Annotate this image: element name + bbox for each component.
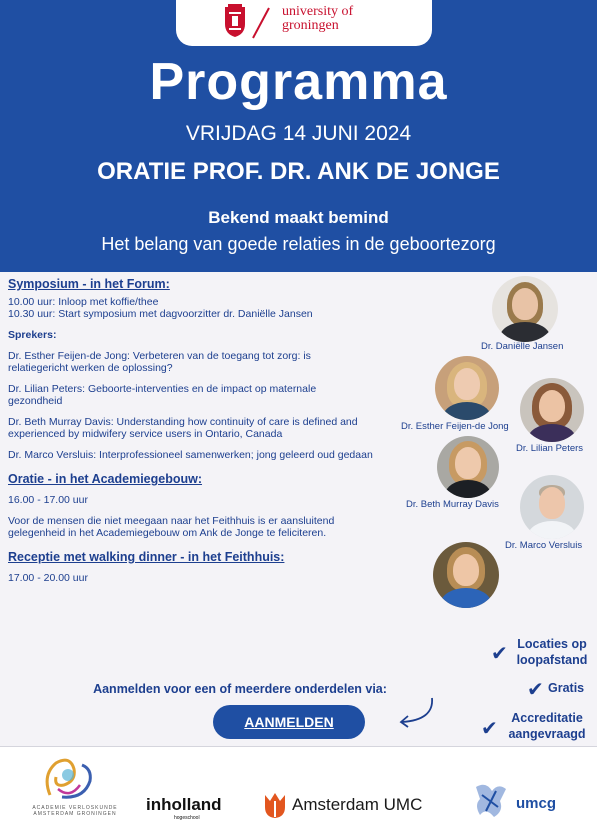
signup-label: Aanmelden voor een of meerdere onderdelen via: — [93, 682, 387, 696]
receptie-time: 17.00 - 20.00 uur — [8, 572, 88, 584]
event-name: ORATIE PROF. DR. ANK DE JONGE — [97, 158, 500, 185]
caption-marco-versluis: Dr. Marco Versluis — [505, 540, 583, 551]
caption-beth-murray-davis: Dr. Beth Murray Davis — [406, 499, 499, 510]
signup-button[interactable]: AANMELDEN — [213, 705, 365, 739]
caption-lilian-peters: Dr. Lilian Peters — [516, 443, 584, 454]
logo-divider — [252, 8, 270, 39]
photo-esther-feijen — [435, 356, 499, 420]
speaker-item: Dr. Marco Versluis: Interprofessioneel samenwerken; jong geleerd oud gedaan — [8, 449, 373, 461]
symposium-heading: Symposium - in het Forum: — [8, 277, 170, 291]
perk-locaties — [510, 636, 594, 668]
program-content — [8, 278, 398, 584]
perk-accreditatie — [500, 710, 594, 742]
speaker-item: Dr. Beth Murray Davis: Understanding how continuity of care is defined and experienced by midwifery service users in Ontario, Canada — [8, 416, 358, 440]
photo-beth-murray-davis — [437, 436, 499, 498]
avg-line2: AMSTERDAM GRONINGEN — [33, 811, 117, 817]
amsterdam-umc-logo: Amsterdam UMC — [292, 795, 423, 814]
checkmark-icon: ✔ — [491, 643, 508, 665]
speaker-item: Dr. Esther Feijen-de Jong: Verbeteren van de toegang tot zorg: is relatiegericht werken de oplossing? — [8, 350, 311, 374]
checkmark-icon: ✔ — [481, 718, 498, 740]
university-crest-icon — [224, 4, 246, 38]
page-title: Programma — [149, 53, 448, 111]
receptie-heading: Receptie met walking dinner - in het Feithhuis: — [8, 550, 285, 564]
program-line: 10.00 uur: Inloop met koffie/thee — [8, 296, 159, 308]
amsterdam-umc-tulip-icon — [263, 791, 287, 819]
subtitle: Het belang van goede relaties in de geboortezorg — [101, 234, 496, 254]
perk-gratis: Gratis — [548, 681, 585, 695]
perk-accreditatie-line1: Accreditatie — [511, 711, 583, 725]
caption-esther-feijen: Dr. Esther Feijen-de Jong — [401, 421, 509, 432]
umcg-logo: umcg — [516, 795, 557, 812]
perk-locaties-line1: Locaties op — [517, 637, 587, 651]
inholland-sub: hogeschool — [174, 815, 200, 821]
program-line: 10.30 uur: Start symposium met dagvoorzitter dr. Daniëlle Jansen — [8, 308, 313, 320]
photo-marco-versluis — [520, 475, 584, 539]
photo-ank-de-jonge — [433, 542, 499, 608]
academie-verloskunde-text — [30, 805, 120, 817]
university-name: university of groningen — [282, 4, 354, 33]
tagline: Bekend maakt bemind — [208, 208, 389, 227]
oratie-text: Voor de mensen die niet meegaan naar het Feithhuis is er aansluitend gelegenheid in het Academiegebouw om Ank de Jonge te feliciteren. — [8, 515, 335, 539]
header-banner — [0, 0, 597, 272]
speaker-item: Dr. Lilian Peters: Geboorte-interventies en de impact op maternale gezondheid — [8, 383, 317, 407]
footer-logos — [0, 746, 597, 838]
perk-locaties-line2: loopafstand — [516, 653, 588, 667]
oratie-heading: Oratie - in het Academiegebouw: — [8, 472, 203, 486]
speakers-heading: Sprekers: — [8, 329, 57, 341]
perk-accreditatie-line2: aangevraagd — [508, 727, 586, 741]
photo-danielle-jansen — [492, 276, 558, 342]
university-logo — [176, 0, 432, 46]
oratie-time: 16.00 - 17.00 uur — [8, 494, 88, 506]
avg-line1: ACADEMIE VERLOSKUNDE — [32, 805, 118, 811]
curved-arrow-icon — [396, 696, 438, 730]
umcg-logo-icon — [470, 777, 510, 823]
inholland-logo: inholland — [146, 795, 222, 814]
academie-verloskunde-logo-icon — [40, 755, 96, 805]
event-date: VRIJDAG 14 JUNI 2024 — [185, 122, 412, 145]
photo-lilian-peters — [520, 378, 584, 442]
caption-danielle-jansen: Dr. Daniëlle Jansen — [481, 341, 564, 352]
checkmark-icon: ✔ — [527, 679, 544, 701]
